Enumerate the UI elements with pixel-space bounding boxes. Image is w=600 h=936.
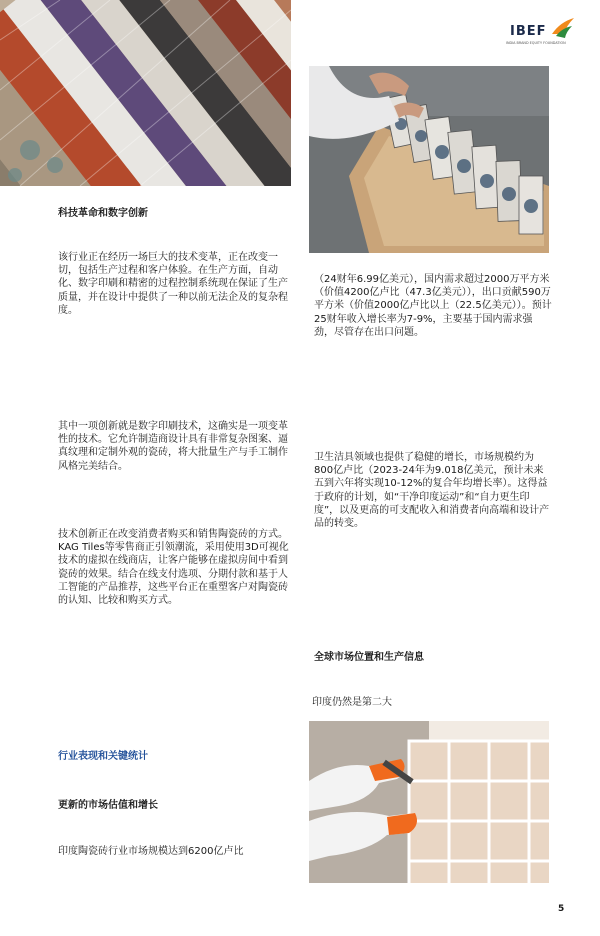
page-number: 5 — [558, 904, 565, 914]
paragraph-domestic-demand: （24财年6.99亿美元），国内需求超过2000万平方米（价值4200亿卢比（47.3亿美元）），出口贡献590万平方米（价值2000亿卢比以上（22.5亿美元））。预计25财年收入增长率为7-9%，主要基于国内需求强劲，尽管存在出口问题。 — [314, 274, 552, 338]
gloves-tiling-illustration — [309, 721, 549, 883]
heading-tech-revolution: 科技革命和数字创新 — [58, 208, 148, 219]
heading-market-valuation: 更新的市场估值和增长 — [58, 800, 158, 811]
logo-tagline: INDIA BRAND EQUITY FOUNDATION — [506, 41, 566, 45]
heading-industry-performance: 行业表现和关键统计 — [58, 751, 148, 762]
logo-name: IBEF — [510, 24, 547, 39]
paragraph-tech-transformation: 该行业正在经历一场巨大的技术变革，正在改变一切，包括生产过程和客户体验。在生产方面，自动化、数字印刷和精密的过程控制系统现在保证了生产质量，并在设计中提供了一种以前无法企及的复杂程度。 — [58, 252, 288, 316]
gloves-tiling-photo — [309, 721, 549, 883]
tiles-photo — [0, 0, 291, 186]
paragraph-india-rank: 印度仍然是第二大 — [312, 697, 392, 708]
ibef-logo — [506, 20, 578, 50]
heading-global-position: 全球市场位置和生产信息 — [314, 652, 424, 663]
tiles-illustration — [0, 0, 291, 186]
paragraph-online-retail: 技术创新正在改变消费者购买和销售陶瓷砖的方式。KAG Tiles等零售商正引领潮流，采用使用3D可视化技术的虚拟在线商店，让客户能够在虚拟房间中看到瓷砖的效果。结合在线支付选项、分期付款和基于人工智能的产品推荐，这些平台正在重塑客户对陶瓷砖的认知、比较和购买方式。 — [58, 529, 289, 607]
bird-icon — [548, 16, 578, 42]
paragraph-market-size: 印度陶瓷砖行业市场规模达到6200亿卢比 — [58, 846, 244, 857]
hand-tiles-photo — [309, 66, 549, 253]
paragraph-sanitaryware: 卫生洁具领域也提供了稳健的增长，市场规模约为800亿卢比（2023-24年为9.018亿美元，预计未来五到六年将实现10-12%的复合年均增长率）。这得益于政府的计划，如“干净印度运动”和“自力更生印度”，以及更高的可支配收入和消费者向高端和设计产品的转变。 — [314, 452, 550, 530]
hand-tiles-illustration — [309, 66, 549, 253]
paragraph-digital-printing: 其中一项创新就是数字印刷技术，这确实是一项变革性的技术。它允许制造商设计具有非常复杂图案、逼真纹理和定制外观的瓷砖，将大批量生产与手工制作风格完美结合。 — [58, 421, 288, 472]
